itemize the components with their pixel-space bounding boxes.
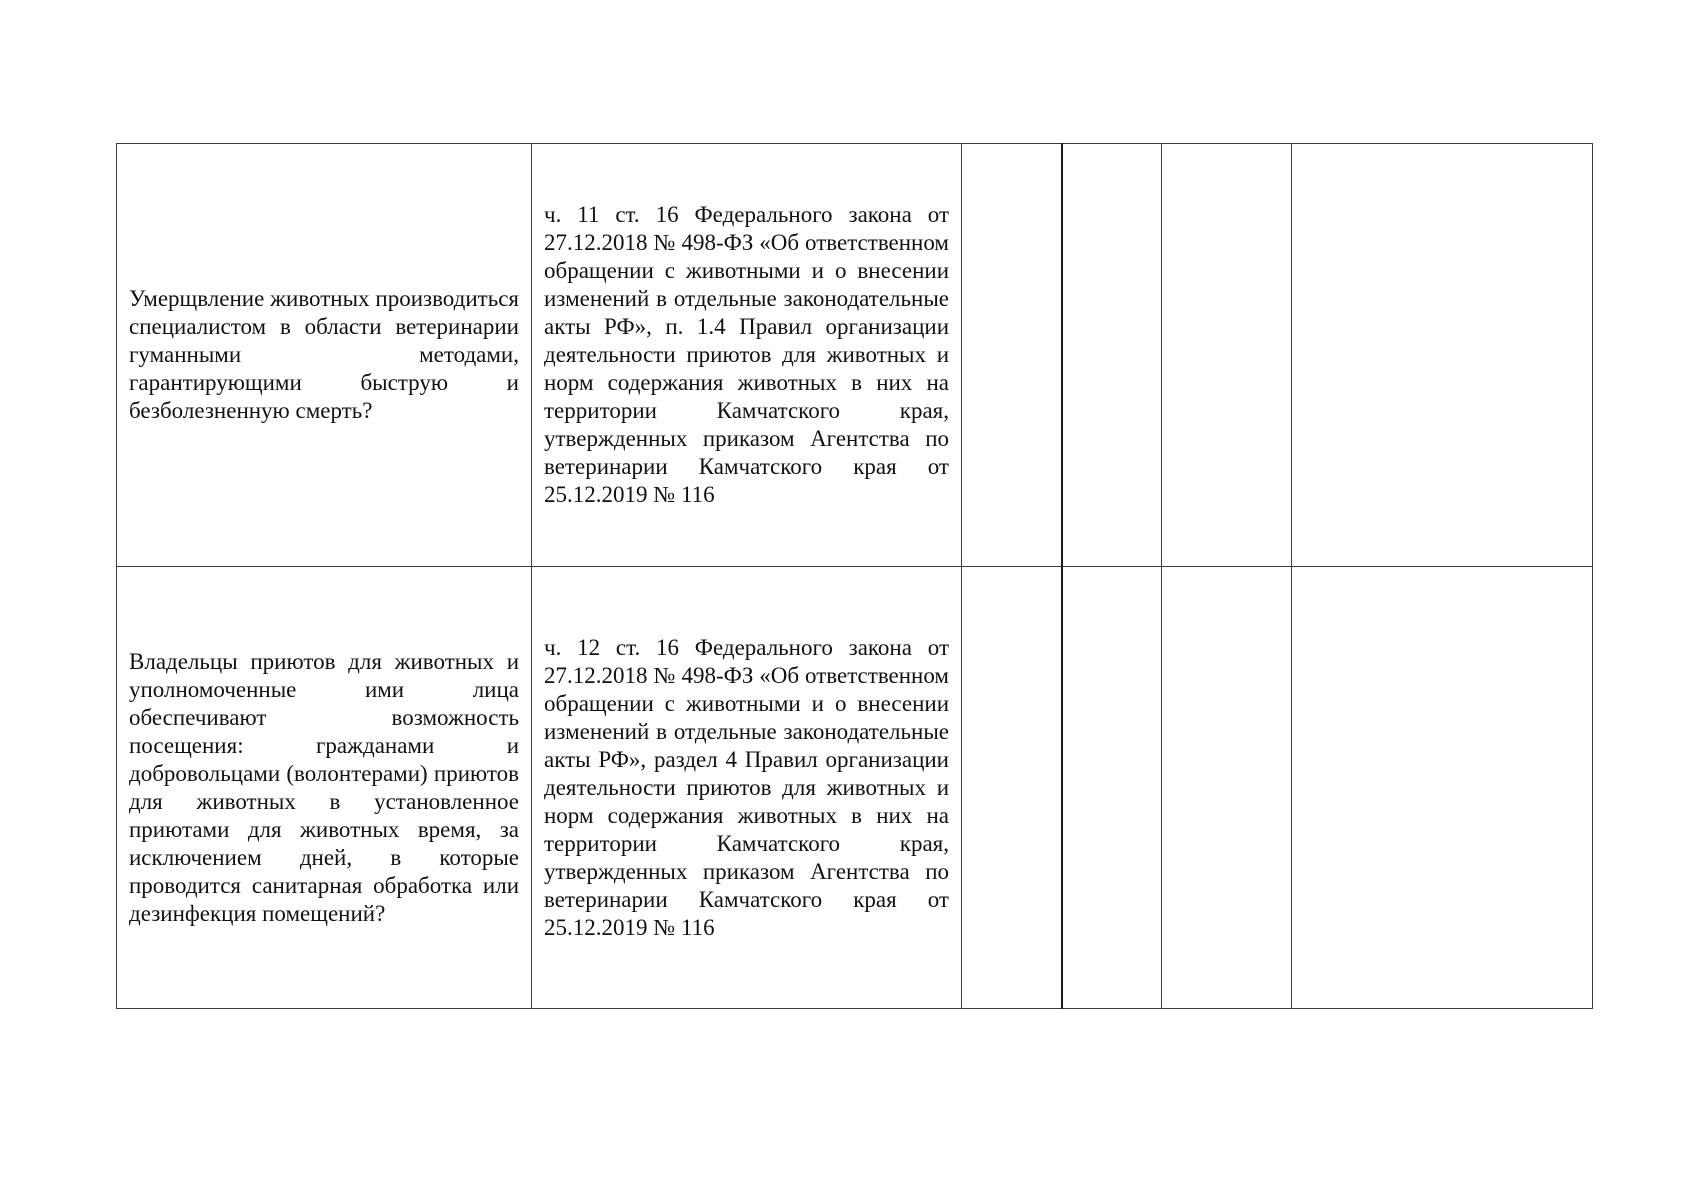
question-text: Владельцы приютов для животных и уполномоченные ими лица обеспечивают возможность посещения: гражданами и добровольцами (волонтерами) приютов для животных в установленное приютами для животных время, за исключением дней, в которые проводится санитарная обработка или дезинфекция помещений? — [129, 648, 519, 926]
table-row — [117, 144, 1593, 567]
question-cell — [117, 144, 532, 567]
checklist-table — [116, 143, 1593, 1009]
question-cell — [117, 567, 532, 1009]
legal-basis-text: ч. 11 ст. 16 Федерального закона от 27.12.2018 № 498-ФЗ «Об ответственном обращении с животными и о внесении изменений в отдельные законодательные акты РФ», п. 1.4 Правил организации деятельности приютов для животных и норм содержания животных в них на территории Камчатского края, утвержденных приказом Агентства по ветеринарии Камчатского края от 25.12.2019 № 116 — [544, 202, 949, 507]
answer-yes-cell — [962, 144, 1062, 567]
note-cell — [1292, 144, 1593, 567]
legal-basis-cell — [532, 144, 962, 567]
answer-no-cell — [1062, 144, 1162, 567]
table-row — [117, 567, 1593, 1009]
answer-na-cell — [1162, 144, 1292, 567]
legal-basis-text: ч. 12 ст. 16 Федерального закона от 27.12.2018 № 498-ФЗ «Об ответственном обращении с животными и о внесении изменений в отдельные законодательные акты РФ», раздел 4 Правил организации деятельности приютов для животных и норм содержания животных в них на территории Камчатского края, утвержденных приказом Агентства по ветеринарии Камчатского края от 25.12.2019 № 116 — [544, 634, 949, 940]
legal-basis-cell — [532, 567, 962, 1009]
note-cell — [1292, 567, 1593, 1009]
question-text: Умерщвление животных производиться специалистом в области ветеринарии гуманными методами, гарантирующими быструю и безболезненную смерть? — [129, 286, 519, 423]
answer-yes-cell — [962, 567, 1062, 1009]
answer-na-cell — [1162, 567, 1292, 1009]
answer-no-cell — [1062, 567, 1162, 1009]
